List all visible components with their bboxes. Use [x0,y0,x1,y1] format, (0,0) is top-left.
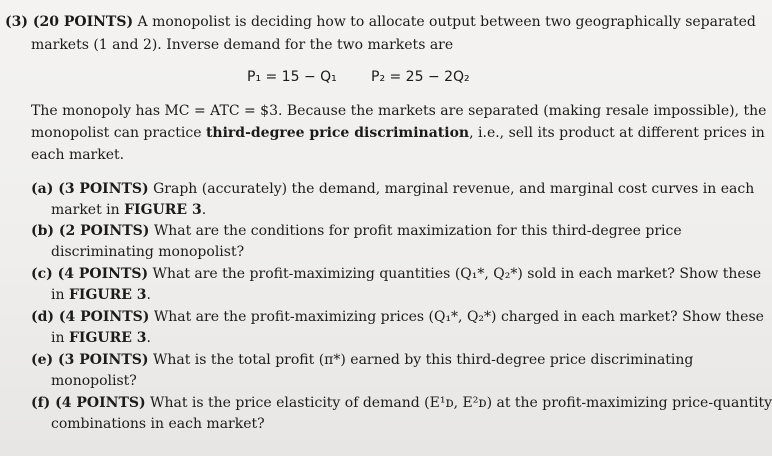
problem-intro-text-1: A monopolist is deciding how to allocate output between two geographically separated [133,14,756,30]
part-e-line-2: monopolist? [51,373,137,389]
part-c-label: (c) (4 POINTS) [31,266,149,282]
third-degree-term: third-degree price discrimination [205,125,470,141]
figure-3-ref-c: FIGURE 3 [68,287,147,303]
problem-intro-line-2: markets (1 and 2). Inverse demand for the two markets are [31,37,454,53]
part-c-line-2 [51,286,151,304]
part-a-text-2a: market in [51,202,125,218]
problem-intro-line-1 [5,13,756,31]
paragraph-line-1: The monopoly has MC = ATC = $3. Because the markets are separated (making resale impossible), the [31,103,767,119]
part-a-text-1: Graph (accurately) the demand, marginal revenue, and marginal cost curves in each [148,181,755,197]
equation-market-1: P₁ = 15 − Q₁ [247,69,337,85]
part-c-text-1: What are the profit-maximizing quantities (Q₁*, Q₂*) sold in each market? Show these [148,266,762,282]
part-c-text-2a: in [51,287,69,303]
part-b-text-1: What are the conditions for profit maximization for this third-degree price [149,223,682,239]
part-b-line-2: discriminating monopolist? [51,244,245,260]
part-e-line-1 [31,351,693,369]
part-d-text-2c: . [146,330,151,346]
part-b-label: (b) (2 POINTS) [31,223,150,239]
part-a-text-2c: . [201,202,207,218]
part-f-text-1: What is the price elasticity of demand (E¹ᴅ, E²ᴅ) at the profit-maximizing price-quantity [145,395,772,411]
part-d-line-2 [51,329,151,347]
part-a-line-1 [31,180,754,198]
figure-3-ref-d: FIGURE 3 [68,330,147,346]
paragraph-line-2 [31,124,765,142]
part-c-line-1 [31,265,761,283]
paragraph-line-3: each market. [31,147,125,163]
part-d-text-2a: in [51,330,69,346]
part-f-line-2: combinations in each market? [51,416,265,432]
part-f-label: (f) (4 POINTS) [31,395,146,411]
figure-3-ref-a: FIGURE 3 [124,202,202,218]
equation-market-2: P₂ = 25 − 2Q₂ [371,69,470,85]
part-c-text-2c: . [146,287,151,303]
paragraph-line-2-a: monopolist can practice [31,125,206,141]
part-d-line-1 [31,308,764,326]
part-f-line-1 [31,394,772,412]
part-d-label: (d) (4 POINTS) [31,309,150,325]
part-b-line-1 [31,222,682,240]
part-e-text-1: What is the total profit (π*) earned by this third-degree price discriminating [148,352,694,368]
paragraph-line-2-c: , i.e., sell its product at different prices in [469,125,765,141]
part-a-line-2 [51,201,206,219]
part-d-text-1: What are the profit-maximizing prices (Q₁*, Q₂*) charged in each market? Show these [149,309,764,325]
part-a-label: (a) (3 POINTS) [31,181,149,197]
part-e-label: (e) (3 POINTS) [31,352,149,368]
problem-number: (3) (20 POINTS) [5,14,134,30]
